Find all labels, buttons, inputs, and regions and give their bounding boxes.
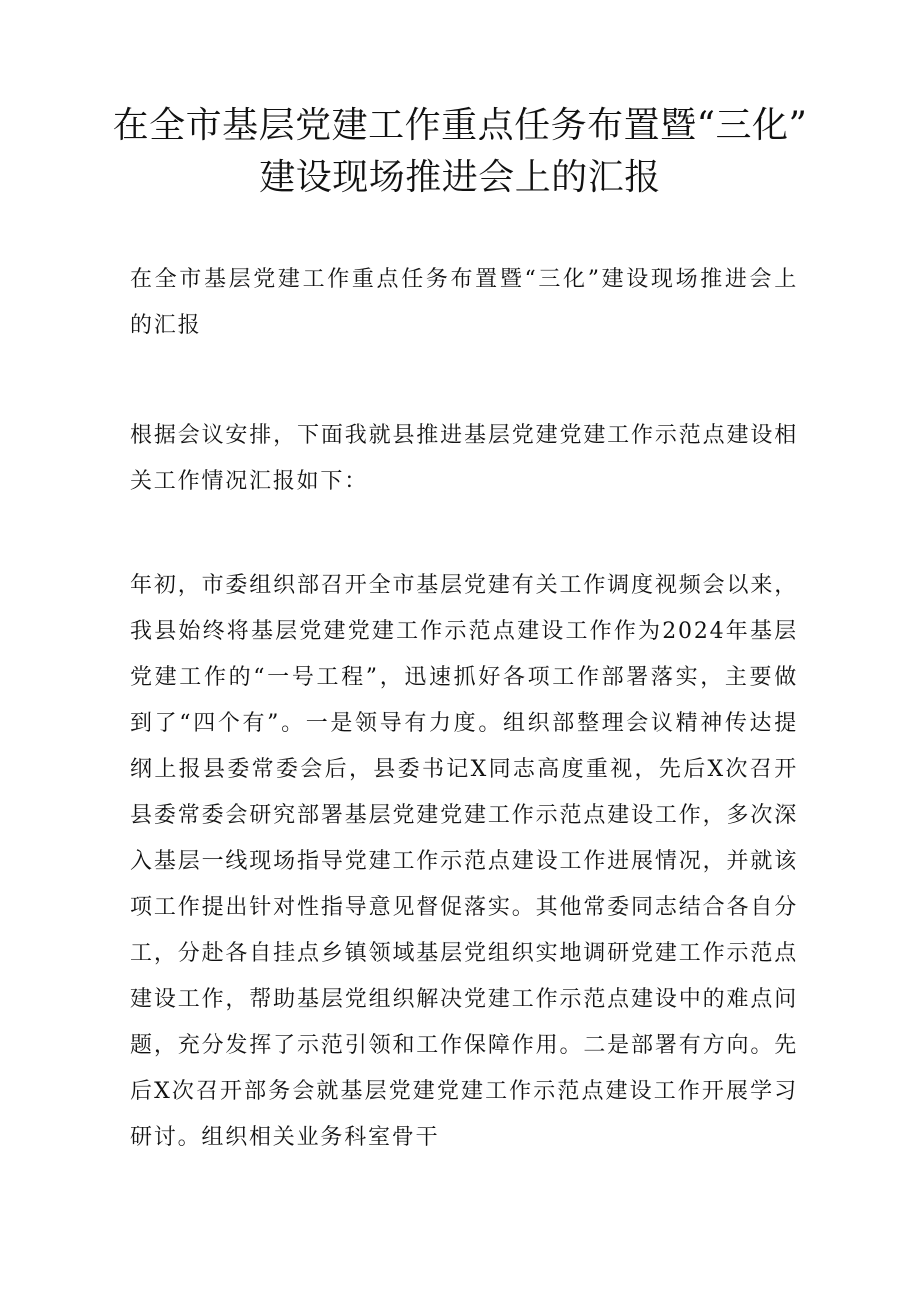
document-subtitle: 在全市基层党建工作重点任务布置暨“三化”建设现场推进会上的汇报 (130, 267, 798, 338)
document-title-line-1: 在全市基层党建工作重点任务布置暨“三化” (112, 105, 808, 146)
main-paragraph: 年初，市委组织部召开全市基层党建有关工作调度视频会以来，我县始终将基层党建党建工作示范点建设工作作为2024年基层党建工作的“一号工程”，迅速抓好各项工作部署落实，主要做到了“四个有”。一是领导有力度。组织部整理会议精神传达提纲上报县委常委会后，县委书记X同志高度重视，先后X次召开县委常委会研究部署基层党建党建工作示范点建设工作，多次深入基层一线现场指导党建工作示范点建设工作进展情况，并就该项工作提出针对性指导意见督促落实。其他常委同志结合各自分工，分赴各自挂点乡镇领域基层党组织实地调研党建工作示范点建设工作，帮助基层党组织解决党建工作示范点建设中的难点问题，充分发挥了示范引领和工作保障作用。二是部署有方向。先后X次召开部务会就基层党建党建工作示范点建设工作开展学习研讨。组织相关业务科室骨干 (130, 573, 798, 1150)
intro-paragraph: 根据会议安排，下面我就县推进基层党建党建工作示范点建设相关工作情况汇报如下： (130, 423, 798, 494)
document-title (110, 100, 810, 204)
document-title-line-2: 建设现场推进会上的汇报 (259, 157, 661, 198)
